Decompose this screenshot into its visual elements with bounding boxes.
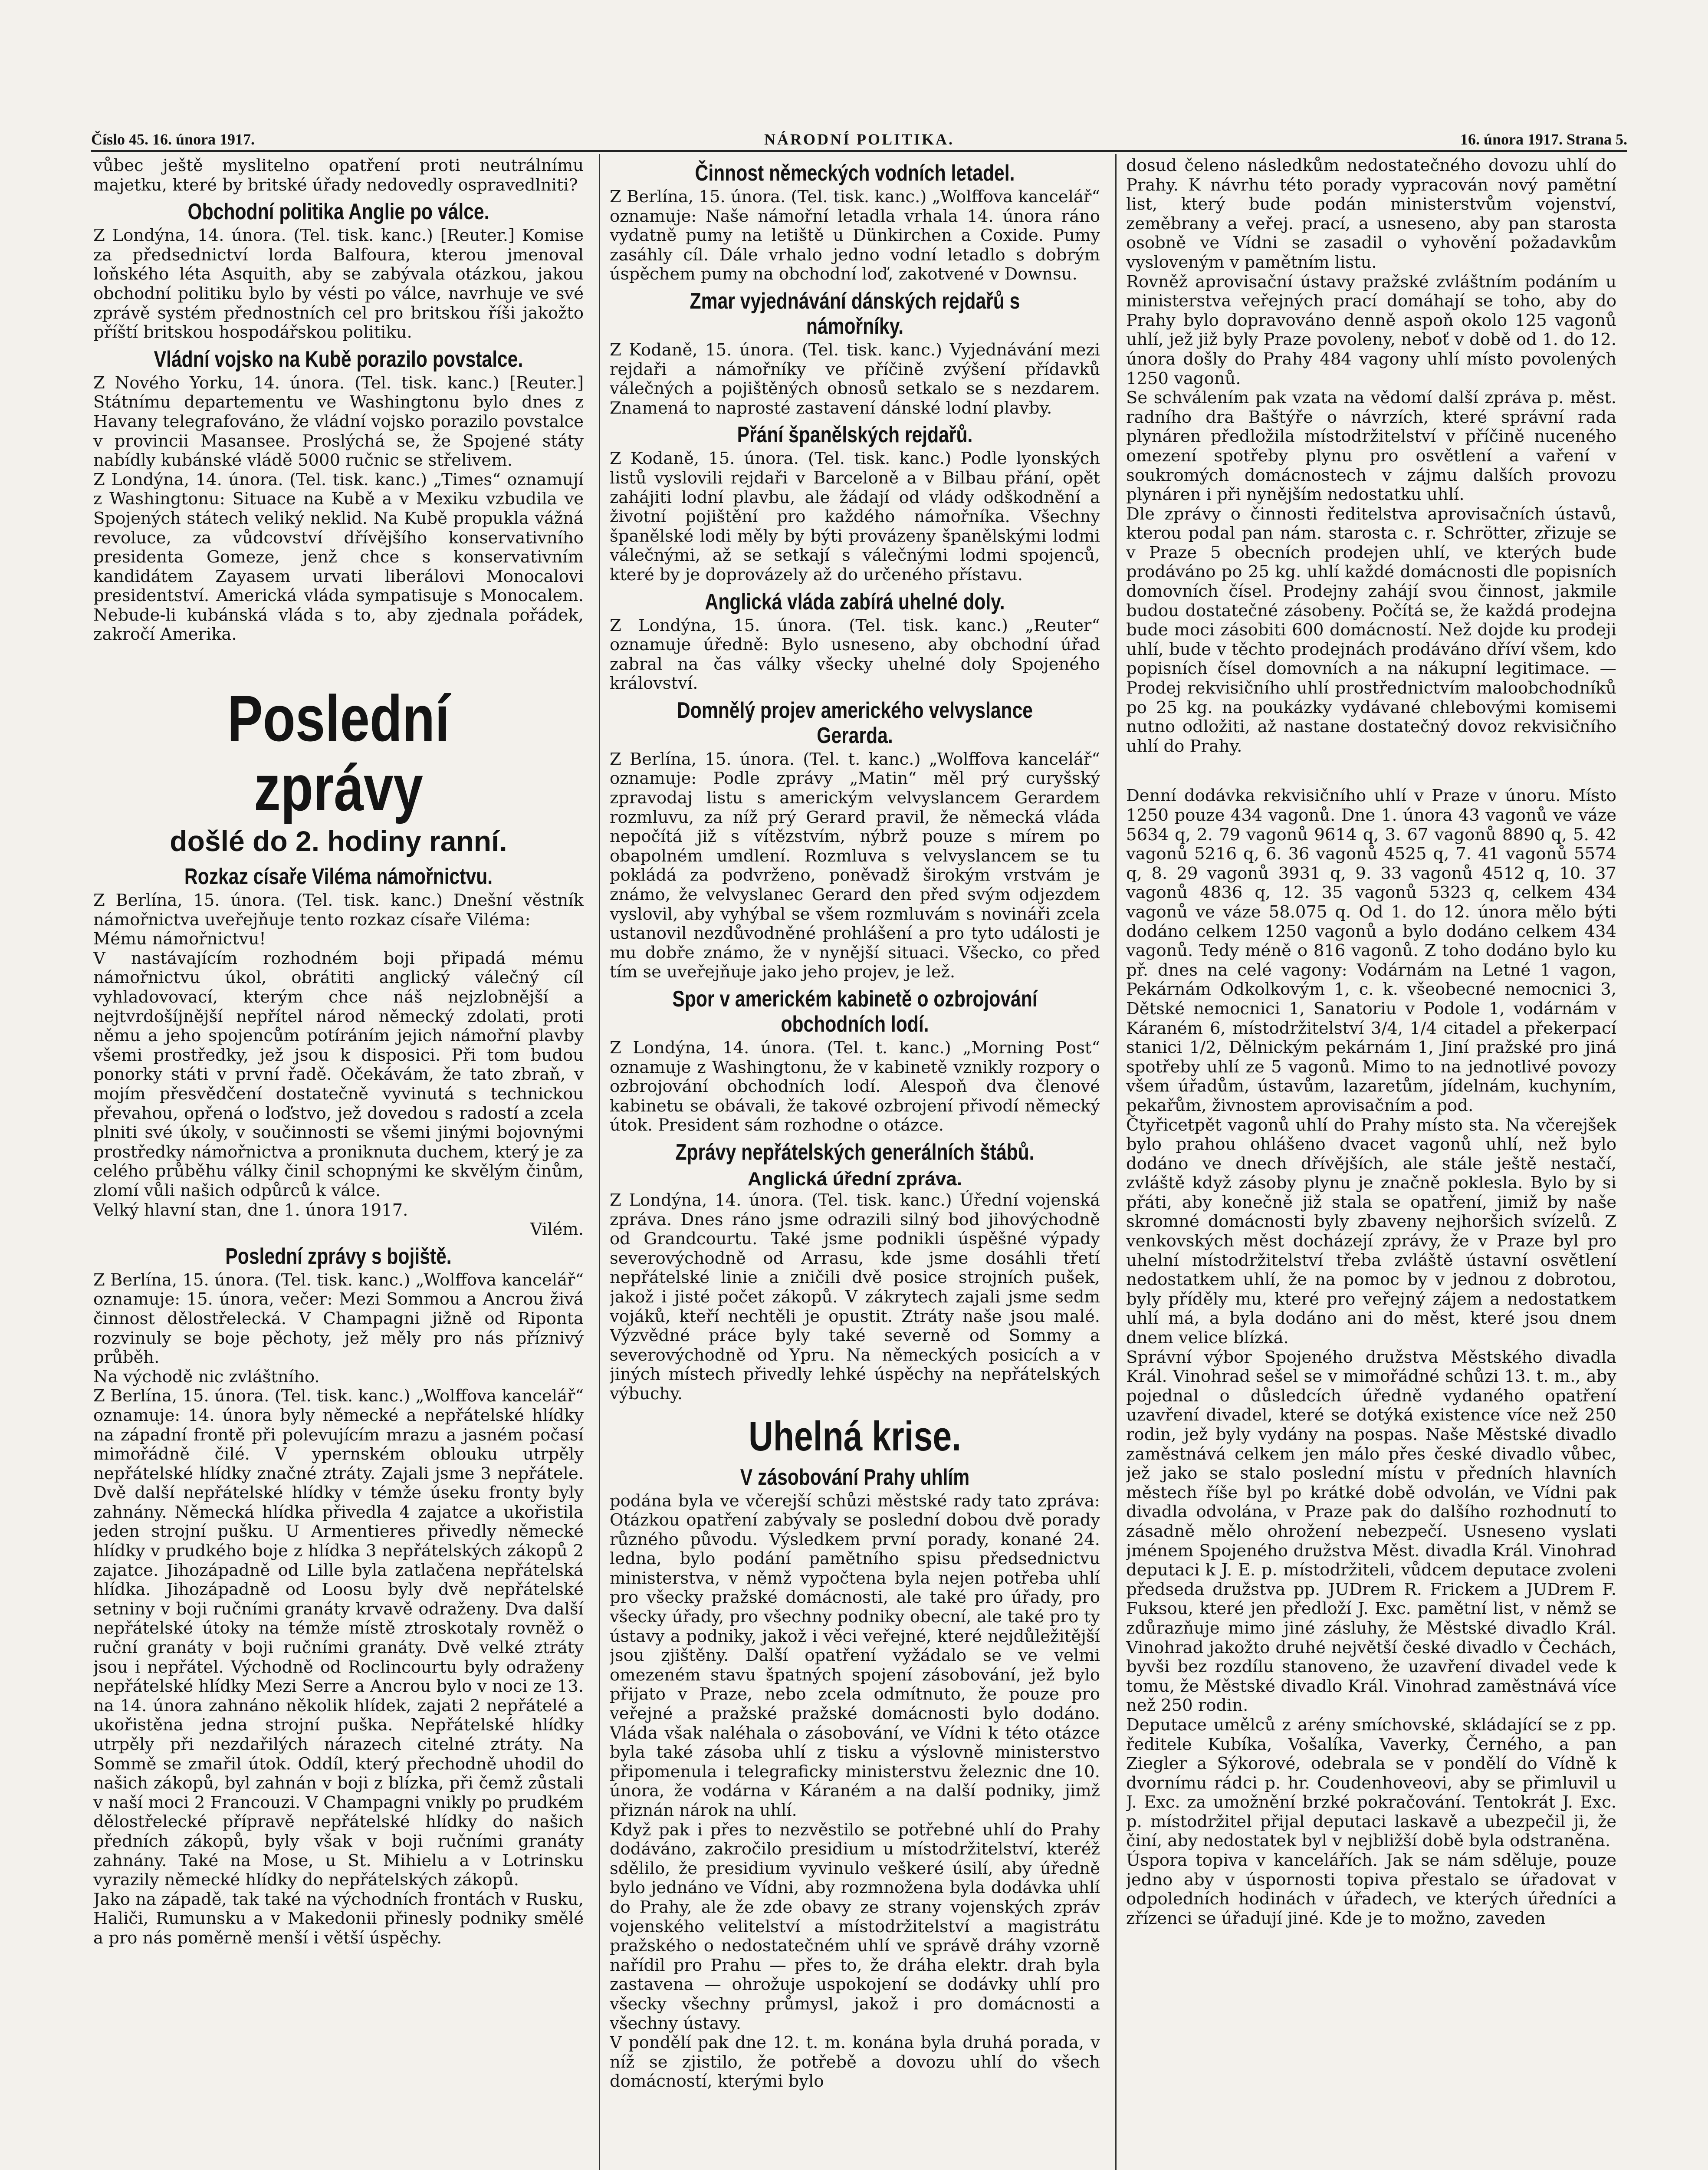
paragraph: Z Kodaně, 15. února. (Tel. tisk. kanc.) Vyjednávání mezi rejdaři a námořníky ve příčině zvýšení přídavků válečných a pojištěných obnosů setkalo se s nezdarem. Znamená to naprosté zastavení dánské lodní plavby.	[610, 340, 1100, 418]
column-3	[1126, 156, 1616, 2170]
article-headline: Činnost německých vodních letadel.	[695, 161, 1015, 186]
column-rule	[1115, 154, 1117, 2170]
paragraph: Z Berlína, 15. února. (Tel. tisk. kanc.) „Wolffova kancelář“ oznamuje: 14. února byly německé a nepřátelské hlídky na západní frontě při polevujícím mrazu a jasném počasí mimořádně čilé. V ypernském oblouku utrpěly nepřátelské hlídky značné ztráty. Zajali jsme 3 nepřátele. Dvě další nepřátelské hlídky v témže úseku fronty byly zahnány. Německá hlídka přivedla 4 zajatce a ukořistila jeden strojní pušku. U Armentieres přivedly německé hlídky v prudkého boje z hlídka 3 nepřátelských zákopů 2 zajatce. Jihozápadně od Lille byla zatlačena nepřátelská hlídka. Jihozápadně od Loosu byly dvě nepřátelské setniny v boji ručními granáty krvavě odraženy. Dva další nepřátelské útoky na témže místě ztroskotaly rovněž o ruční granáty v boji ručními granáty. Dvě velké ztráty jsou i nepřátel. Východně od Roclincourtu byly odraženy nepřátelské hlídky Mezi Serre a Ancrou bylo v noci ze 13. na 14. února zahnáno několik hlídek, zajati 2 nepřátelé a ukořistěna jedna strojní puška. Nepřátelské hlídky utrpěly při nezdařilých nárazech citelné ztráty. Na Sommě se zmařil útok. Oddíl, který přechodně uhodil do našich zákopů, byl zahnán v boji z blízka, při čemž zůstali v naší moci 2 Francouzi. V Champagni vnikly po prudkém dělostřelecké přípravě nepřátelské hlídky do našich předních zákopů, byly však v boji ručními granáty zahnány. Také na Mose, u St. Mihielu a v Lotrinsku vyrazily německé hlídky do nepřátelských zákopů.	[93, 1386, 584, 1890]
article-subheadline: Anglická úřední zpráva.	[748, 1168, 962, 1190]
section-banner: Poslední zprávy	[227, 682, 450, 825]
page-header	[91, 130, 1627, 152]
header-date-page-right: 16. února 1917. Strana 5.	[1460, 131, 1627, 148]
spacer	[1126, 756, 1616, 786]
column-rule	[599, 154, 600, 2170]
section-subbanner: došlé do 2. hodiny ranní.	[170, 825, 507, 858]
article-headline: Obchodní politika Anglie po válce.	[187, 199, 489, 225]
paragraph: Z Berlína, 15. února. (Tel. tisk. kanc.) Dnešní věstník námořnictva uveřejňuje tento rozkaz císaře Viléma:	[93, 891, 584, 930]
header-issue-left: Číslo 45. 16. února 1917.	[91, 131, 255, 148]
paragraph: vůbec ještě myslitelno opatření proti neutrálnímu majetku, které by britské úřady nedovedly ospravedlniti?	[93, 156, 584, 195]
paragraph: Se schválením pak vzata na vědomí další zpráva p. měst. radního dra Baštýře o návrzích, které správní rada plynáren předložila místodržitelství v příčině nuceného omezení spotřeby plynu pro osvětlení a vaření v soukromých domácnostech v zájmu dalších provozu plynáren i při nynějším nedostatku uhlí.	[1126, 388, 1616, 505]
paragraph: Z Londýna, 14. února. (Tel. tisk. kanc.) „Times“ oznamují z Washingtonu: Situace na Kubě a v Mexiku vzbudila ve Spojených státech veliký neklid. Na Kubě propukla vážná revoluce, za vůdcovství dřívějšího konservativního presidenta Gomeze, jenž chce s konservativním kandidátem Zayasem urvati liberálovi Monocalovi presidentství. Americká vláda sympatisuje s Monocalem. Nebude-li kubánská vláda s to, aby zjednala pořádek, zakročí Amerika.	[93, 470, 584, 644]
paragraph: Denní dodávka rekvisičního uhlí v Praze v únoru. Místo 1250 pouze 434 vagonů. Dne 1. února 43 vagonů ve váze 5634 q, 2. 79 vagonů 9614 q, 3. 67 vagonů 8890 q, 5. 42 vagonů 5216 q, 6. 36 vagonů 4525 q, 7. 41 vagonů 5574 q, 8. 29 vagonů 3931 q, 9. 33 vagonů 4512 q, 10. 37 vagonů 4836 q, 12. 35 vagonů 5323 q, celkem 434 vagonů ve váze 58.075 q. Od 1. do 12. února mělo býti dodáno celkem 1250 vagonů a bylo dodáno celkem 434 vagonů. Tedy méně o 816 vagonů. Z toho dodáno bylo ku př. dnes na celé vagony: Vodárnám na Letné 1 vagon, Pekárnám Odkolkovým 1, c. k. všeobecné nemocnici 3, Dětské nemocnici 1, Sanatoriu v Podole 1, vodárnám v Káraném 6, místodržitelství 3/4, 1/4 citadel a překerpací stanici 1/2, Dělnickým pekárnám 1, Jiní pražské pro jiná spotřeby uhlí ze 5 vagonů. Mimo to na jednotlivé povozy všem úřadům, ústavům, lazaretům, jídelnám, kuchyním, pekařům, živnostem aprovisačním a pod.	[1126, 786, 1616, 1115]
article-headline: Zmar vyjednávání dánských rejdařů s námořníky.	[690, 288, 1020, 339]
paragraph: Deputace umělců z arény smíchovské, skládající se z pp. ředitele Kubíka, Vošalíka, Vaverky, Černého, a pan Ziegler a Sýkorové, odebrala se v pondělí do Vídně k dvornímu rádci p. hr. Coudenhoveovi, aby se přimluvil u J. Exc. za umožnění brzké pokračování. Tentokrát J. Exc. p. místodržitel přijal deputaci laskavě a ubezpečil ji, že činí, aby nedostatek byl v nejbližší době byla odstraněna.	[1126, 1715, 1616, 1851]
paragraph: podána byla ve včerejší schůzi městské rady tato zpráva: Otázkou opatření zabývaly se poslední dobou dvě porady různého původu. Výsledkem první porady, konané 24. ledna, bylo podání pamětního spisu předsednictvu ministerstva, v němž vypočtena byla nejen potřeba uhlí pro všecky pražské domácnosti, ale také pro úřady, pro všecky úřady, pro všechny podniky obecní, ale také pro ty ústavy a podniky, jakož i věci veřejné, které nejdůležitější jsou zjištěny. Další opatření vyžádalo se ve velmi omezeném stavu špatných spojení zásobování, jež bylo přijato v Praze, nebo zcela odmítnuto, že pouze pro veřejné a pražské pražské domácnosti bylo dodáno. Vláda však naléhala o zásobování, ve Vídni k této otázce byla také zásoba uhlí z tisku a výslovně ministerstvo připomenula i telegraficky ministerstvu železnic dne 10. února, že vodárna v Káraném a na další podniky, jimž přiznán nárok na uhlí.	[610, 1491, 1100, 1820]
article-headline: Vládní vojsko na Kubě porazilo povstalce.	[154, 346, 523, 372]
column-1	[93, 156, 584, 2170]
paragraph: Z Londýna, 14. února. (Tel. t. kanc.) „Morning Post“ oznamuje z Washingtonu, že v kabinetě vznikly rozpory o ozbrojování obchodních lodí. Alespoň dva členové kabinetu se obávali, že takové ozbrojení přivodí německý útok. President sám rozhodne o otázce.	[610, 1038, 1100, 1135]
article-headline: Zprávy nepřátelských generálních štábů.	[675, 1139, 1035, 1165]
paragraph: Z Berlína, 15. února. (Tel. tisk. kanc.) „Wolffova kancelář“ oznamuje: 15. února, večer: Mezi Sommou a Ancrou živá činnost dělostřelecká. V Champagni jižně od Riponta rozvinuly se boje pěchoty, jež měly pro nás příznivý průběh.	[93, 1270, 584, 1368]
paragraph: V pondělí pak dne 12. t. m. konána byla druhá porada, v níž se zjistilo, že potřebě a dovozu uhlí do všech domácností, kterými bylo	[610, 2033, 1100, 2091]
section-banner: Uhelná krise.	[748, 1413, 962, 1460]
paragraph: Na východě nic zvláštního.	[93, 1367, 320, 1387]
paragraph: Z Londýna, 14. února. (Tel. tisk. kanc.) Úřední vojenská zpráva. Dnes ráno jsme odrazili silný bod jihovýchodně od Grandcourtu. Také jsme podnikli úspěšné výpady severovýchodně od Arrasu, kde jsme dosáhli třetí nepřátelské linie a zničili dvě posice strojních pušek, jakož i jisté počet zákopů. V zákrytech zajali jsme sedm vojáků, kteří nechtěli je opustit. Ztráty naše jsou malé. Výzvědné práce byly také severně od Sommy a severovýchodně od Ypru. Na německých posicích a v jiných místech přivedly lehké úspěchy na nepřátelských výbuchy.	[610, 1190, 1100, 1404]
paragraph: Čtyřicetpět vagonů uhlí do Prahy místo sta. Na včerejšek bylo prahou ohlášeno dvacet vagonů uhlí, než bylo dodáno ve dnech dřívějších, ale stále ještě nestačí, zvláště když zásoby plynu je značně poklesla. Bylo by si přáti, aby konečně již stala se opatření, jimiž by naše skromné domácnosti byly zbaveny nejhoršich svízelů. Z venkovských měst docházejí zprávy, že v Praze byl pro uhelní místodržitelství třeba zvláště ústavní osvětlení nedostatkem uhlí, že na pomoc by v jednou z dobrotou, byly příděly mu, které pro veřejný zájem a nedostatkem uhlí má, a byla dodáno ani do měst, které jsou dnem dnem velice blízká.	[1126, 1115, 1616, 1348]
signature: Vilém.	[530, 1220, 584, 1240]
paragraph: Když pak i přes to nezvěstilo se potřebné uhlí do Prahy dodáváno, zakročilo presidium u místodržitelství, kteréž sdělilo, že presidium vyvinulo veškeré úsilí, aby úředně bylo jednáno ve Vídni, aby rozmnožena byla dodávka uhlí do Prahy, ale že zde obavy ze strany vojenských zpráv vojenského velitelství a místodržitelství a magistrátu pražského o nedostatečném uhlí ve správě dráhy vzorně nařídil pro Prahu — přes to, že dráha elektr. drah byla zastavena — ohrožuje uspokojení se dodávky uhlí pro všecky všechny průmysl, jakož i pro domácnosti a všechny ústavy.	[610, 1820, 1100, 2033]
header-masthead: NÁRODNÍ POLITIKA.	[764, 131, 955, 148]
paragraph: Z Londýna, 15. února. (Tel. tisk. kanc.) „Reuter“ oznamuje úředně: Bylo usneseno, aby obchodní úřad zabral na čas války všecky uhelné doly Spojeného království.	[610, 615, 1100, 694]
paragraph: Rovněž aprovisační ústavy pražské zvláštním podáním u ministerstva veřejných prací domáhají se toho, aby do Prahy bylo dopravováno denně aspoň okolo 125 vagonů uhlí, jež již byly Praze povoleny, neboť v době od 1. do 12. února došly do Prahy 484 vagony uhlí místo povolených 1250 vagonů.	[1126, 272, 1616, 388]
paragraph: Velký hlavní stan, dne 1. února 1917.	[93, 1200, 408, 1220]
article-headline: Poslední zprávy s bojiště.	[225, 1243, 452, 1269]
article-headline: Spor v americkém kabinetě o ozbrojování obchodních lodí.	[672, 986, 1038, 1037]
paragraph: Správní výbor Spojeného družstva Městského divadla Král. Vinohrad sešel se v mimořádné schůzi 13. t. m., aby pojednal o důsledcích úředně vydaného opatření uzavření divadel, které se dotýká existence více než 250 rodin, jež byly vydány na pospas. Naše Městské divadlo zaměstnává celkem jen málo přes české divadlo vůbec, jež jako se stalo poslední místu v předních hlavních městech říše byl po krátké době odvolán, ve Vídni pak divadla odvolána, v Praze pak do dalšího rozhodnutí to zásadně mělo ohrožení nebezpečí. Usneseno vyslati jménem Spojeného družstva Měst. divadla Král. Vinohrad deputaci k J. E. p. místodržiteli, vůdcem deputace zvoleni předseda družstva pp. JUDrem R. Frickem a JUDrem F. Fuksou, které jen předloží J. Exc. pamětní list, v němž se zdůrazňuje mimo jiné zásluhy, že Městské divadlo Král. Vinohrad jakožto druhé největší české divadlo v Čechách, byvši bez rozdílu stanoveno, že uzavření divadel vede k tomu, že Městské divadlo Král. Vinohrad zaměstnává více než 250 rodin.	[1126, 1347, 1616, 1716]
column-2	[610, 156, 1100, 2170]
paragraph: Z Londýna, 14. února. (Tel. tisk. kanc.) [Reuter.] Komise za předsednictví lorda Balfoura, kterou jmenoval loňského léta Asquith, aby se zabývala otázkou, jakou obchodní politiku bylo by vésti po válce, navrhuje ve své zprávě systém přednostních cel pro britskou říši jakožto příští britskou hospodářskou politiku.	[93, 226, 584, 342]
paragraph: Z Berlína, 15. února. (Tel. t. kanc.) „Wolffova kancelář“ oznamuje: Podle zprávy „Matin“ měl prý curyšský zpravodaj listu s americkým velvyslancem Gerardem rozmluvu, za níž prý Gerard pravil, že německá vláda nepočítá již s vítězstvím, nýbrž pouze s mírem po obapolném umdlení. Rozmluva s velvyslancem se tu pokládá za podvrženo, poněvadž širokým vrstvám je známo, že velvyslanec Gerard den před svým odjezdem vyslovil, aby vyhýbal se všem rozmluvám s novináři zcela ustanovil nezdůvodněné prohlášení a pro tyto události je mu dobře známo, že v nynější situaci. Všecko, co před tím se uveřejňuje jako jeho projev, je lež.	[610, 749, 1100, 982]
paragraph: Jako na západě, tak také na východních frontách v Rusku, Haliči, Rumunsku a v Makedonii přinesly podniky smělé a pro nás poměrně menší i větší úspěchy.	[93, 1889, 584, 1948]
paragraph: Úspora topiva v kancelářích. Jak se nám sděluje, pouze jedno aby v úspornosti topiva přestalo se úřadovat v odpoledních hodinách v úřadech, ve kterých úředníci a zřízenci se úřadují jiné. Kde je to možno, zaveden	[1126, 1851, 1616, 1928]
paragraph: V nastávajícím rozhodném boji připadá mému námořnictvu úkol, obrátiti anglický válečný cíl vyhladovovací, kterým chce náš nejzlobnější a nejtvrdošíjnější nepřítel národ německý zdolati, proti němu a jeho spojencům potíráním jejich námořní plavby všemi prostředky, jež jsou k disposici. Při tom budou ponorky státi v první řadě. Očekávám, že tato zbraň, v mojím přesvědčení dostatečně vyvinutá s technickou převahou, opřená o loďstvo, jež dovedou s radostí a zcela plniti své úkoly, v součinnosti se všemi jinými bojovnými prostředky námořnictva a proniknuta duchem, který je za celého průběhu války činil schopnými ke skvělým činům, zlomí vůli našich odpůrců k válce.	[93, 948, 584, 1200]
paragraph: Dle zprávy o činnosti ředitelstva aprovisačních ústavů, kterou podal pan nám. starosta c. r. Schrötter, zřizuje se v Praze 5 obecních prodejen uhlí, ve kterých bude prodáváno po 25 kg. uhlí každé domácnosti dle popisních domovních čísel. Prodejny zahájí svou činnost, jakmile budou dostatečné zásobeny. Počítá se, že každá prodejna bude moci zásobiti 600 domácností. Než dojde ku prodeji uhlí, bude v těchto prodejnách prodáváno dříví všem, kdo popisních čísel domovních a na nákupní legitimace. — Prodej rekvisičního uhlí prostřednictvím maloobchodníků po 25 kg. na poukázky vydávané chlebovými komisemi nutno odložiti, až nastane dostatečný dovoz rekvisičního uhlí do Prahy.	[1126, 504, 1616, 756]
article-headline: V zásobování Prahy uhlím	[740, 1464, 970, 1490]
paragraph: dosud čeleno následkům nedostatečného dovozu uhlí do Prahy. K návrhu této porady vypracován nový pamětní list, který bude podán ministerstvům vojenství, zeměbrany a veřej. prací, a usneseno, aby pan starosta osobně ve Vídni se zasadil o vyhovění požadavkům vysloveným v pamětním listu.	[1126, 156, 1616, 272]
article-headline: Domnělý projev amerického velvyslance Gerarda.	[677, 697, 1033, 748]
paragraph: Mému námořnictvu!	[93, 929, 266, 949]
paragraph: Z Kodaně, 15. února. (Tel. tisk. kanc.) Podle lyonských listů vyslovili rejdaři v Barceloně a v Bilbau přání, opět zahájiti lodní plavbu, ale žádají od vlády odškodnění a životní pojištění pro každého námořníka. Všechny španělské lodi měly by býti provázeny španělskými lodmi válečnými, až se setkají s válečnými lodmi spojenců, které by je doprovázely až do určeného přístavu.	[610, 449, 1100, 585]
article-headline: Anglická vláda zabírá uhelné doly.	[705, 589, 1005, 615]
article-headline: Přání španělských rejdařů.	[737, 422, 973, 448]
paragraph: Z Berlína, 15. února. (Tel. tisk. kanc.) „Wolffova kancelář“ oznamuje: Naše námořní letadla vrhala 14. února ráno vydatně pumy na letiště u Dünkirchen a Coxide. Pumy zasáhly cíl. Dále vrhalo jedno vodní letadlo s dobrým úspěchem pumy na obchodní loď, zakotvené v Downsu.	[610, 187, 1100, 284]
article-headline: Rozkaz císaře Viléma námořnictvu.	[184, 864, 493, 890]
paragraph: Z Nového Yorku, 14. února. (Tel. tisk. kanc.) [Reuter.] Státnímu departementu ve Washingtonu bylo dnes z Havany telegrafováno, že vládní vojsko porazilo povstalce v provincii Masansee. Proslýchá se, že Spojené státy nabídly kubánské vládě 5000 ručnic se střelivem.	[93, 373, 584, 470]
